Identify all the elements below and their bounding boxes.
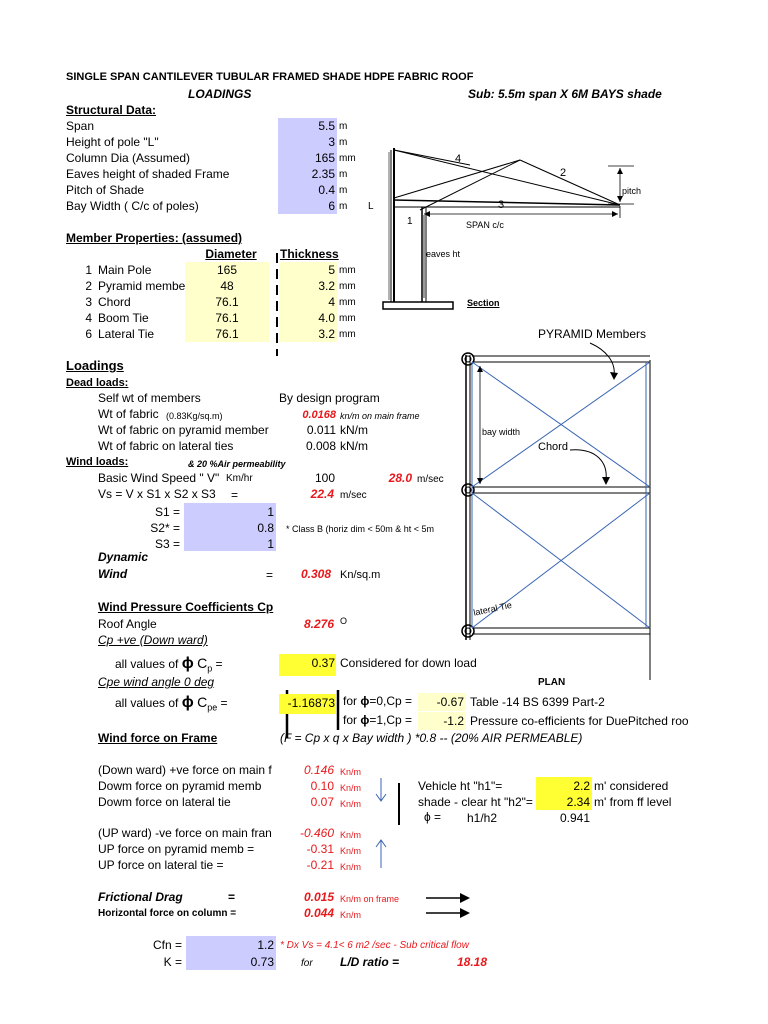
s2-note: * Class B (horiz dim < 50m & ht < 5m <box>286 524 435 534</box>
phi-symbol: ϕ <box>181 694 194 711</box>
cpe-eq: = <box>220 696 228 710</box>
s3-label: S3 = <box>154 537 180 551</box>
force-value: -0.31 <box>306 842 334 856</box>
structural-label: Height of pole "L" <box>66 135 159 149</box>
member-name: Chord <box>98 295 131 309</box>
vs-label: Vs = V x S1 x S2 x S3 <box>98 487 216 501</box>
force-label: (Down ward) +ve force on main f <box>98 763 272 777</box>
vs-unit: m/sec <box>340 490 367 501</box>
structural-value[interactable]: 0.4 <box>318 183 335 197</box>
drag-unit: Kn/m on frame <box>340 894 400 904</box>
structural-unit: m <box>339 185 348 196</box>
wt-lat-label: Wt of fabric on lateral ties <box>98 439 234 453</box>
cpe-subscript: pe <box>207 702 218 713</box>
for0-cond <box>343 694 412 708</box>
self-wt-label: Self wt of members <box>98 391 201 405</box>
self-wt-value: By design program <box>279 391 380 405</box>
member-dia[interactable]: 48 <box>220 279 234 293</box>
phi-symbol: ϕ <box>360 713 370 727</box>
cfn-note: * Dx Vs = 4.1< 6 m2 /sec - Sub critical flow <box>280 940 469 951</box>
k-value[interactable]: 0.73 <box>250 955 274 969</box>
member-name: Pyramid membe <box>98 279 186 293</box>
plan-label-chord: Chord <box>538 441 568 453</box>
force-value: 0.10 <box>310 779 334 793</box>
force-label: Dowm force on lateral tie <box>98 795 231 809</box>
force-unit: Kn/m <box>340 799 362 809</box>
force-unit: Kn/m <box>340 846 362 856</box>
member-thk[interactable]: 4.0 <box>318 311 335 325</box>
structural-heading: Structural Data: <box>66 103 157 117</box>
diagram-label-L: L <box>368 201 374 212</box>
diagram-label-eaves: eaves ht <box>426 249 461 259</box>
structural-unit: m <box>339 201 348 212</box>
cp-down-label: Cp +ve (Down ward) <box>98 633 208 647</box>
member-unit: mm <box>339 329 356 340</box>
for-label: for <box>301 958 313 969</box>
vehicle-label: Vehicle ht "h1"= <box>418 779 503 793</box>
s2-value[interactable]: 0.8 <box>257 521 274 535</box>
force-label: Dowm force on pyramid memb <box>98 779 262 793</box>
basic-wind-unit: Km/hr <box>226 473 253 484</box>
structural-label: Pitch of Shade <box>66 183 145 197</box>
all-values-text: all values of <box>115 696 179 710</box>
structural-label: Bay Width ( C/c of poles) <box>66 199 199 213</box>
diagram-label-span: SPAN c/c <box>466 220 504 230</box>
member-dia[interactable]: 165 <box>216 263 238 277</box>
wt-lat-value: 0.008 <box>305 439 336 453</box>
force-label: (UP ward) -ve force on main fran <box>98 826 272 840</box>
ld-label: L/D ratio = <box>340 955 400 969</box>
diagram-label-4: 4 <box>455 153 462 165</box>
k-label: K = <box>163 955 182 969</box>
wt-fabric-unit: kn/m on main frame <box>340 411 420 421</box>
for1-value: -1.2 <box>443 714 464 728</box>
dead-loads-heading: Dead loads: <box>66 377 129 389</box>
for1-cond <box>343 713 412 727</box>
structural-value[interactable]: 6 <box>328 199 335 213</box>
cfn-label: Cfn = <box>152 938 182 952</box>
phi-eq: ϕ = <box>424 810 442 824</box>
member-thk[interactable]: 5 <box>328 263 335 277</box>
basic-wind-label: Basic Wind Speed " V" <box>98 471 220 485</box>
structural-unit: mm <box>339 153 356 164</box>
member-unit: mm <box>339 297 356 308</box>
force-value: 0.07 <box>310 795 334 809</box>
table-ref: Table -14 BS 6399 Part-2 <box>470 695 605 709</box>
wt-pyr-value: 0.011 <box>306 423 336 437</box>
for-text: for <box>343 694 358 708</box>
member-name: Boom Tie <box>98 311 149 325</box>
drag-eq: = <box>228 890 236 904</box>
phi-symbol: ϕ <box>360 694 370 708</box>
s3-value[interactable]: 1 <box>267 537 274 551</box>
wt-fabric-note: (0.83Kg/sq.m) <box>166 411 223 421</box>
diagram-label-3: 3 <box>498 199 505 211</box>
loadings-subtitle: LOADINGS <box>188 87 252 101</box>
wind-permeability: & 20 %Air permeability <box>188 459 286 469</box>
member-no: 2 <box>85 279 92 293</box>
phi-symbol: ϕ <box>181 655 194 672</box>
cp-value: 0.37 <box>311 656 335 670</box>
basic-wind-kmh: 100 <box>315 471 336 485</box>
shade-value[interactable]: 2.34 <box>566 795 590 809</box>
structural-unit: m <box>339 121 348 132</box>
structural-value[interactable]: 5.5 <box>318 119 335 133</box>
wt-lat-unit: kN/m <box>340 439 368 453</box>
force-label: UP force on lateral tie = <box>98 858 224 872</box>
member-dia[interactable]: 76.1 <box>215 327 239 341</box>
shade-unit: m' from ff level <box>594 795 672 809</box>
force-formula: (F = Cp x q x Bay width ) *0.8 -- (20% AIR PERMEABLE) <box>280 731 583 745</box>
diagram-label-pitch: pitch <box>622 186 642 196</box>
structural-unit: m <box>339 169 348 180</box>
vs-value: 22.4 <box>310 487 334 501</box>
force-value: -0.21 <box>306 858 334 872</box>
member-thk[interactable]: 3.2 <box>318 327 335 341</box>
ratio-value: 0.941 <box>559 811 590 825</box>
vs-eq: = <box>231 488 239 502</box>
pressure-note: Pressure co-efficients for DuePitched roo <box>470 714 689 728</box>
force-label: UP force on pyramid memb = <box>98 842 255 856</box>
member-dia[interactable]: 76.1 <box>215 295 239 309</box>
structural-value[interactable]: 3 <box>328 135 335 149</box>
h-ratio: h1/h2 <box>467 811 498 825</box>
wt-fabric-label: Wt of fabric <box>98 407 159 421</box>
member-no: 1 <box>85 263 92 277</box>
vehicle-unit: m' considered <box>594 779 669 793</box>
structural-unit: m <box>339 137 348 148</box>
for0-text: =0,Cp = <box>369 694 413 708</box>
diagram-label-2: 2 <box>560 167 567 179</box>
col-thickness: Thickness <box>280 247 339 261</box>
member-no: 6 <box>85 327 92 341</box>
member-no: 4 <box>85 311 92 325</box>
s1-value[interactable]: 1 <box>267 505 274 519</box>
for0-value: -0.67 <box>436 695 464 709</box>
vehicle-value[interactable]: 2.2 <box>573 779 590 793</box>
for1-text: =1,Cp = <box>369 713 413 727</box>
drag-value: 0.015 <box>303 890 334 904</box>
cp-eq: = <box>215 657 223 671</box>
structural-value[interactable]: 2.35 <box>311 167 335 181</box>
force-unit: Kn/m <box>340 783 362 793</box>
structural-value[interactable]: 165 <box>314 151 335 165</box>
for-text: for <box>343 713 358 727</box>
member-thk[interactable]: 3.2 <box>318 279 335 293</box>
wind-label: Wind <box>98 567 128 581</box>
member-unit: mm <box>339 265 356 276</box>
member-unit: mm <box>339 281 356 292</box>
plan-label-plan: PLAN <box>538 677 566 688</box>
plan-label-pyramid: PYRAMID Members <box>538 327 647 341</box>
structural-label: Column Dia (Assumed) <box>66 151 191 165</box>
horiz-label: Horizontal force on column = <box>98 908 237 919</box>
dynamic-label: Dynamic <box>98 550 149 564</box>
member-thk[interactable]: 4 <box>328 295 335 309</box>
shade-label: shade - clear ht "h2"= <box>418 795 533 809</box>
all-values-text: all values of <box>115 657 179 671</box>
force-value: 0.146 <box>303 763 334 777</box>
force-value: -0.460 <box>299 826 334 840</box>
member-dia[interactable]: 76.1 <box>215 311 239 325</box>
wt-pyr-unit: kN/m <box>340 423 368 437</box>
force-unit: Kn/m <box>340 862 362 872</box>
basic-wind-ms: 28.0 <box>388 471 412 485</box>
wt-fabric-value: 0.0168 <box>302 409 336 421</box>
cpe-symbol: C <box>197 694 208 710</box>
cp-note: Considered for down load <box>340 656 477 670</box>
members-heading: Member Properties: (assumed) <box>66 231 243 245</box>
cpe-value: -1.16873 <box>287 696 335 710</box>
wind-loads-heading: Wind loads: <box>66 456 129 468</box>
force-unit: Kn/m <box>340 767 362 777</box>
roof-angle-value: 8.276 <box>303 617 334 631</box>
cfn-value[interactable]: 1.2 <box>257 938 274 952</box>
structural-label: Eaves height of shaded Frame <box>66 167 230 181</box>
plan-label-lateral-tie: lateral Tie <box>472 599 513 618</box>
cp-subscript: p <box>207 663 213 674</box>
horiz-value: 0.044 <box>303 906 334 920</box>
page-title: SINGLE SPAN CANTILEVER TUBULAR FRAMED SHADE HDPE FABRIC ROOF <box>66 71 474 83</box>
basic-wind-ms-unit: m/sec <box>417 474 444 485</box>
s2-label: S2* = <box>150 521 180 535</box>
member-name: Lateral Tie <box>98 327 155 341</box>
wt-pyr-label: Wt of fabric on pyramid member <box>98 423 269 437</box>
member-name: Main Pole <box>98 263 152 277</box>
all-values-cp-label <box>115 656 223 675</box>
roof-angle-label: Roof Angle <box>98 617 157 631</box>
degree-symbol: O <box>340 616 348 626</box>
diagram-label-1: 1 <box>407 216 413 227</box>
q-eq: = <box>266 568 274 582</box>
plan-label-bay-width: bay width <box>482 427 521 437</box>
cp-symbol: C <box>197 655 208 671</box>
coeff-heading: Wind Pressure Coefficients Cp <box>98 600 274 614</box>
q-unit: Kn/sq.m <box>340 569 381 581</box>
drag-label: Frictional Drag <box>98 890 183 904</box>
force-unit: Kn/m <box>340 830 362 840</box>
cpe-angle-label: Cpe wind angle 0 deg <box>98 675 215 689</box>
col-diameter: Diameter <box>205 247 257 261</box>
member-unit: mm <box>339 313 356 324</box>
sub-title: Sub: 5.5m span X 6M BAYS shade <box>468 87 662 101</box>
s1-label: S1 = <box>154 505 180 519</box>
ld-value: 18.18 <box>457 955 488 969</box>
loadings-heading: Loadings <box>66 358 124 373</box>
all-values-cpe-label <box>115 695 228 714</box>
member-no: 3 <box>85 295 92 309</box>
diagram-label-section: Section <box>467 298 500 308</box>
q-value: 0.308 <box>301 567 332 581</box>
force-heading: Wind force on Frame <box>98 731 218 745</box>
structural-label: Span <box>66 119 95 133</box>
horiz-unit: Kn/m <box>340 910 362 920</box>
